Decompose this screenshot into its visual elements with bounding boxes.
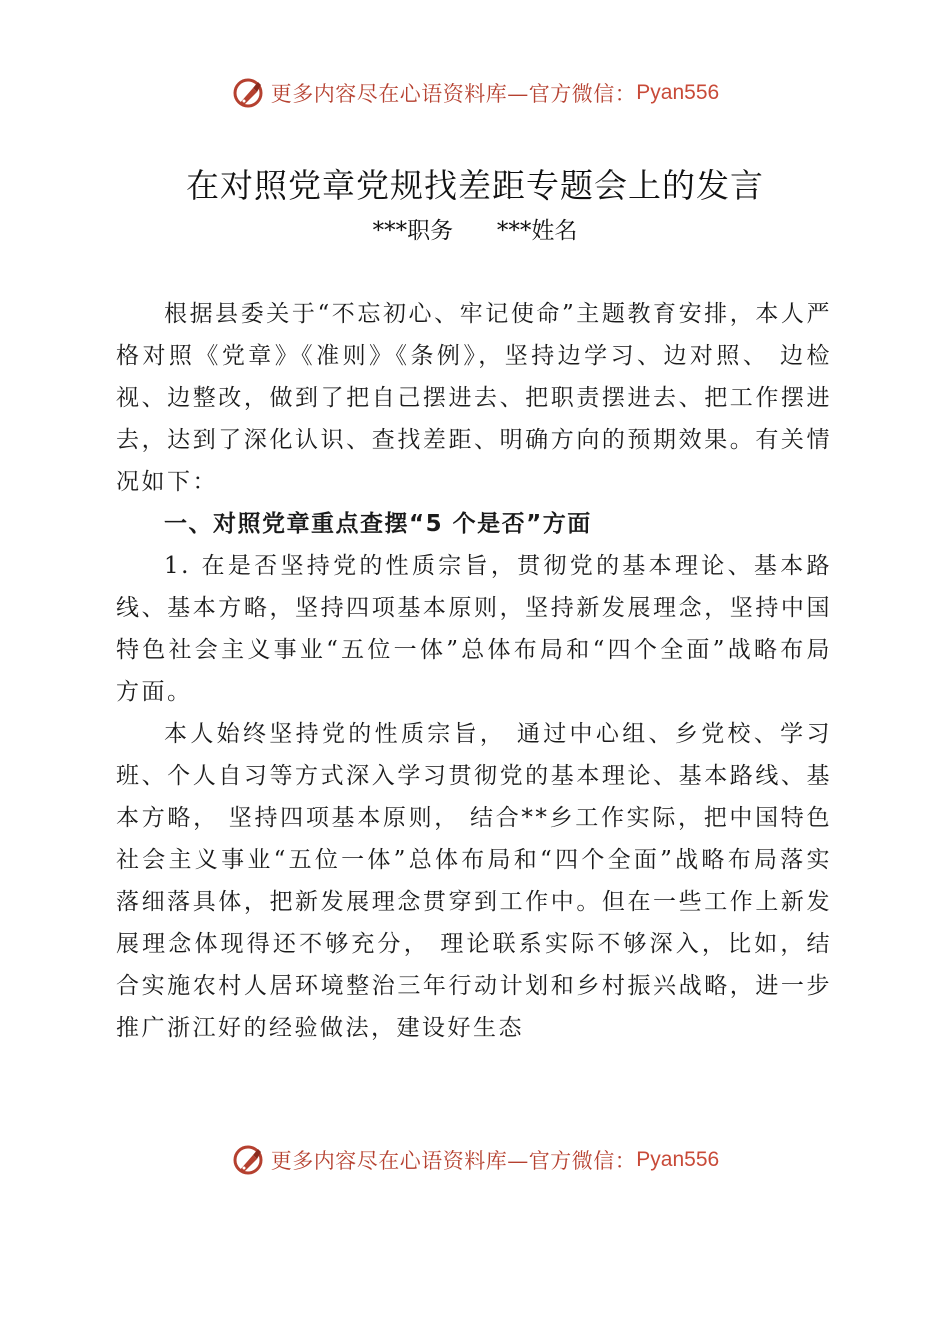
section-heading: 一、对照党章重点查摆“5 个是否”方面	[164, 511, 592, 537]
author-line: ***职务 ***姓名	[372, 218, 578, 244]
document-body	[116, 293, 832, 1049]
banner-text: 更多内容尽在心语资料库—官方微信：	[270, 1149, 637, 1173]
banner-text: 更多内容尽在心语资料库—官方微信：	[270, 82, 637, 106]
document-title: 在对照党章党规找差距专题会上的发言	[186, 166, 764, 205]
wechat-id: Pyan556	[636, 81, 720, 104]
pen-nib-logo-icon	[231, 76, 265, 110]
item-paragraph: 1. 在是否坚持党的性质宗旨，贯彻党的基本理论、基本路线、基本方略，坚持四项基本原则，坚持新发展理念，坚持中国特色社会主义事业“五位一体”总体布局和“四个全面”战略布局方面。	[116, 553, 832, 705]
intro-paragraph: 根据县委关于“不忘初心、牢记使命”主题教育安排，本人严格对照《党章》《准则》《条例》，坚持边学习、边对照、 边检视、边整改，做到了把自己摆进去、把职责摆进去、把工作摆进去，达到了深化认识、查找差距、明确方向的预期效果。有关情况如下：	[116, 301, 832, 495]
wechat-id: Pyan556	[636, 1148, 720, 1171]
pen-nib-logo-icon	[231, 1143, 265, 1177]
footer-banner	[0, 1140, 950, 1180]
body-paragraph: 本人始终坚持党的性质宗旨， 通过中心组、乡党校、学习班、个人自习等方式深入学习贯彻党的基本理论、基本路线、基本方略， 坚持四项基本原则， 结合**乡工作实际，把中国特色社会主义事业“五位一体”总体布局和“四个全面”战略布局落实落细落具体，把新发展理念贯穿到工作中。但在一些工作上新发展理念体现得还不够充分， 理论联系实际不够深入，比如，结合实施农村人居环境整治三年行动计划和乡村振兴战略，进一步推广浙江好的经验做法，建设好生态	[116, 721, 832, 1041]
header-banner	[0, 73, 950, 113]
